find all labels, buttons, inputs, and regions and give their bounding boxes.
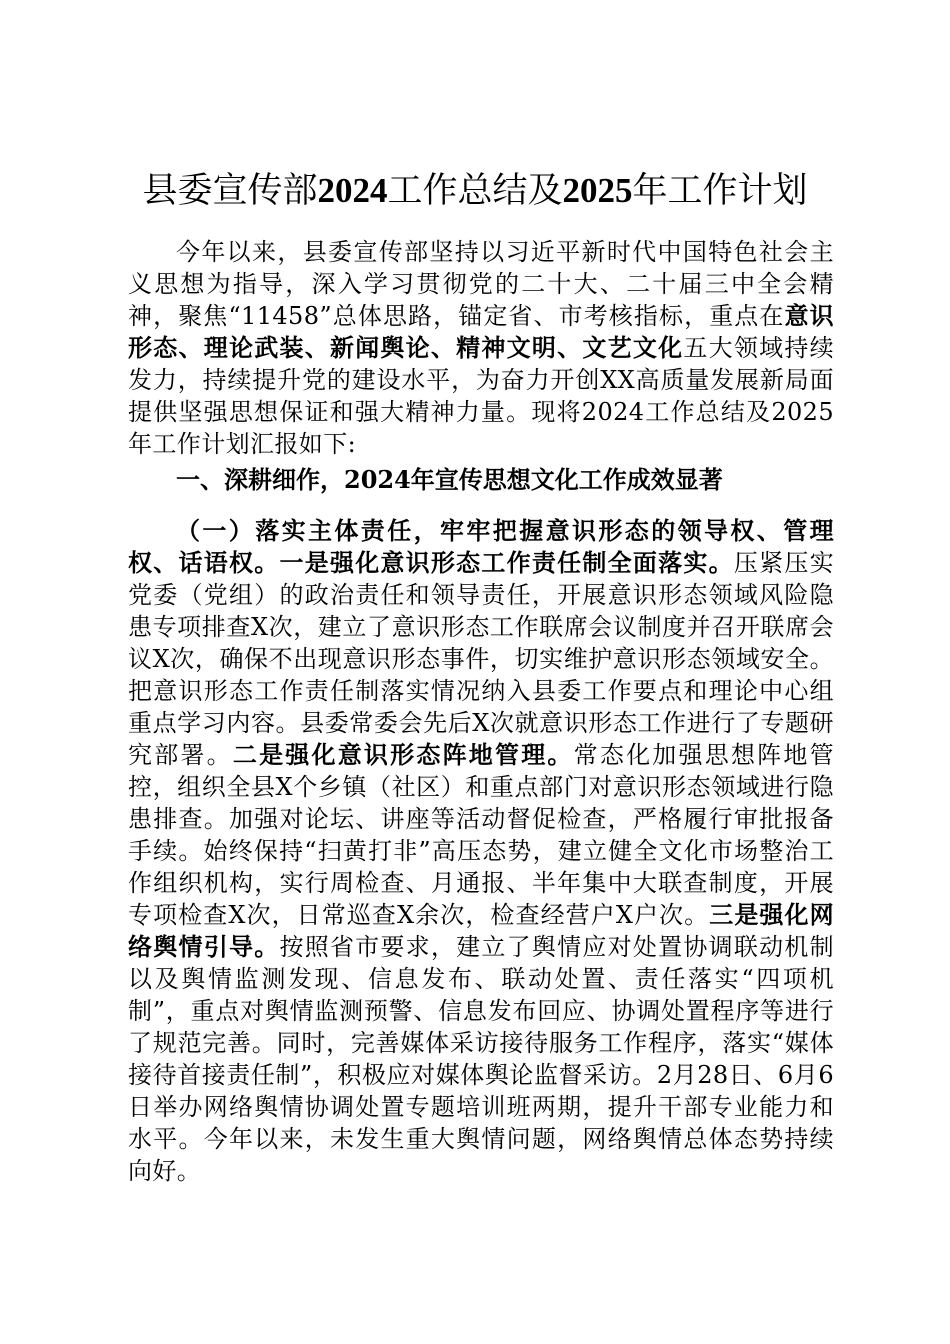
intro-text-1: 今年以来，县委宣传部坚持以习近平新时代中国特色社会主义思想为指导，深入学习贯彻党的二十大、二十届三中全会精神，聚焦“11458”总体思路，锚定省、市考核指标，重点在: [128, 238, 834, 330]
section-1-bold-3: 三是强化网络舆情引导。: [128, 900, 834, 961]
document-title: [0, 168, 950, 214]
title-part-2: 工作总结及: [387, 171, 563, 211]
intro-text-2: 五大领域持续发力，持续提升党的建设水平，为奋力开创XX高质量发展新局面提供坚强思想保证和强大精神力量。现将2024工作总结及2025年工作计划汇报如下:: [128, 334, 834, 458]
section-1-text-2: 常态化加强思想阵地管控，组织全县X个乡镇（社区）和重点部门对意识形态领域进行隐患排查。加强对论坛、讲座等活动督促检查，严格履行审批报备手续。始终保持“扫黄打非”高压态势，建立健全文化市场整治工作组织机构，实行周检查、月通报、半年集中大联查制度，开展专项检查X次，日常巡查X余次，检查经营户X户次。: [128, 741, 834, 929]
title-year-2024: 2024: [317, 171, 388, 210]
section-1-text-3: 按照省市要求，建立了舆情应对处置协调联动机制以及舆情监测发现、信息发布、联动处置、责任落实“四项机制”，重点对舆情监测预警、信息发布回应、协调处置程序等进行了规范完善。同时，完善媒体采访接待服务工作程序，落实“媒体接待首接责任制”，积极应对媒体舆论监督采访。2月28日、6月6日举办网络舆情协调处置专题培训班两期，提升干部专业能力和水平。今年以来，未发生重大舆情问题，网络舆情总体态势持续向好。: [128, 933, 834, 1185]
title-part-3: 年工作计划: [632, 171, 808, 211]
intro-bold-fields: 意识形态、理论武装、新闻舆论、精神文明、文艺文化: [128, 301, 834, 362]
section-1-bold-lead: （一）落实主体责任，牢牢把握意识形态的领导权、管理权、话语权。一是强化意识形态工作责任制全面落实。: [128, 516, 834, 577]
title-year-2025: 2025: [562, 171, 633, 210]
section-1-paragraph: [128, 515, 834, 1187]
title-part-1: 县委宣传部: [142, 171, 318, 211]
intro-paragraph: [128, 236, 834, 460]
section-1-text-1: 压紧压实党委（党组）的政治责任和领导责任，开展意识形态领域风险隐患专项排查X次，建立了意识形态工作联席会议制度并召开联席会议X次，确保不出现意识形态事件，切实维护意识形态领域安全。把意识形态工作责任制落实情况纳入县委工作要点和理论中心组重点学习内容。县委常委会先后X次就意识形态工作进行了专题研究部署。: [128, 549, 834, 769]
section-1-bold-2: 二是强化意识形态阵地管理。: [232, 740, 574, 769]
section-heading-1: 一、深耕细作，2024年宣传思想文化工作成效显著: [176, 465, 723, 494]
